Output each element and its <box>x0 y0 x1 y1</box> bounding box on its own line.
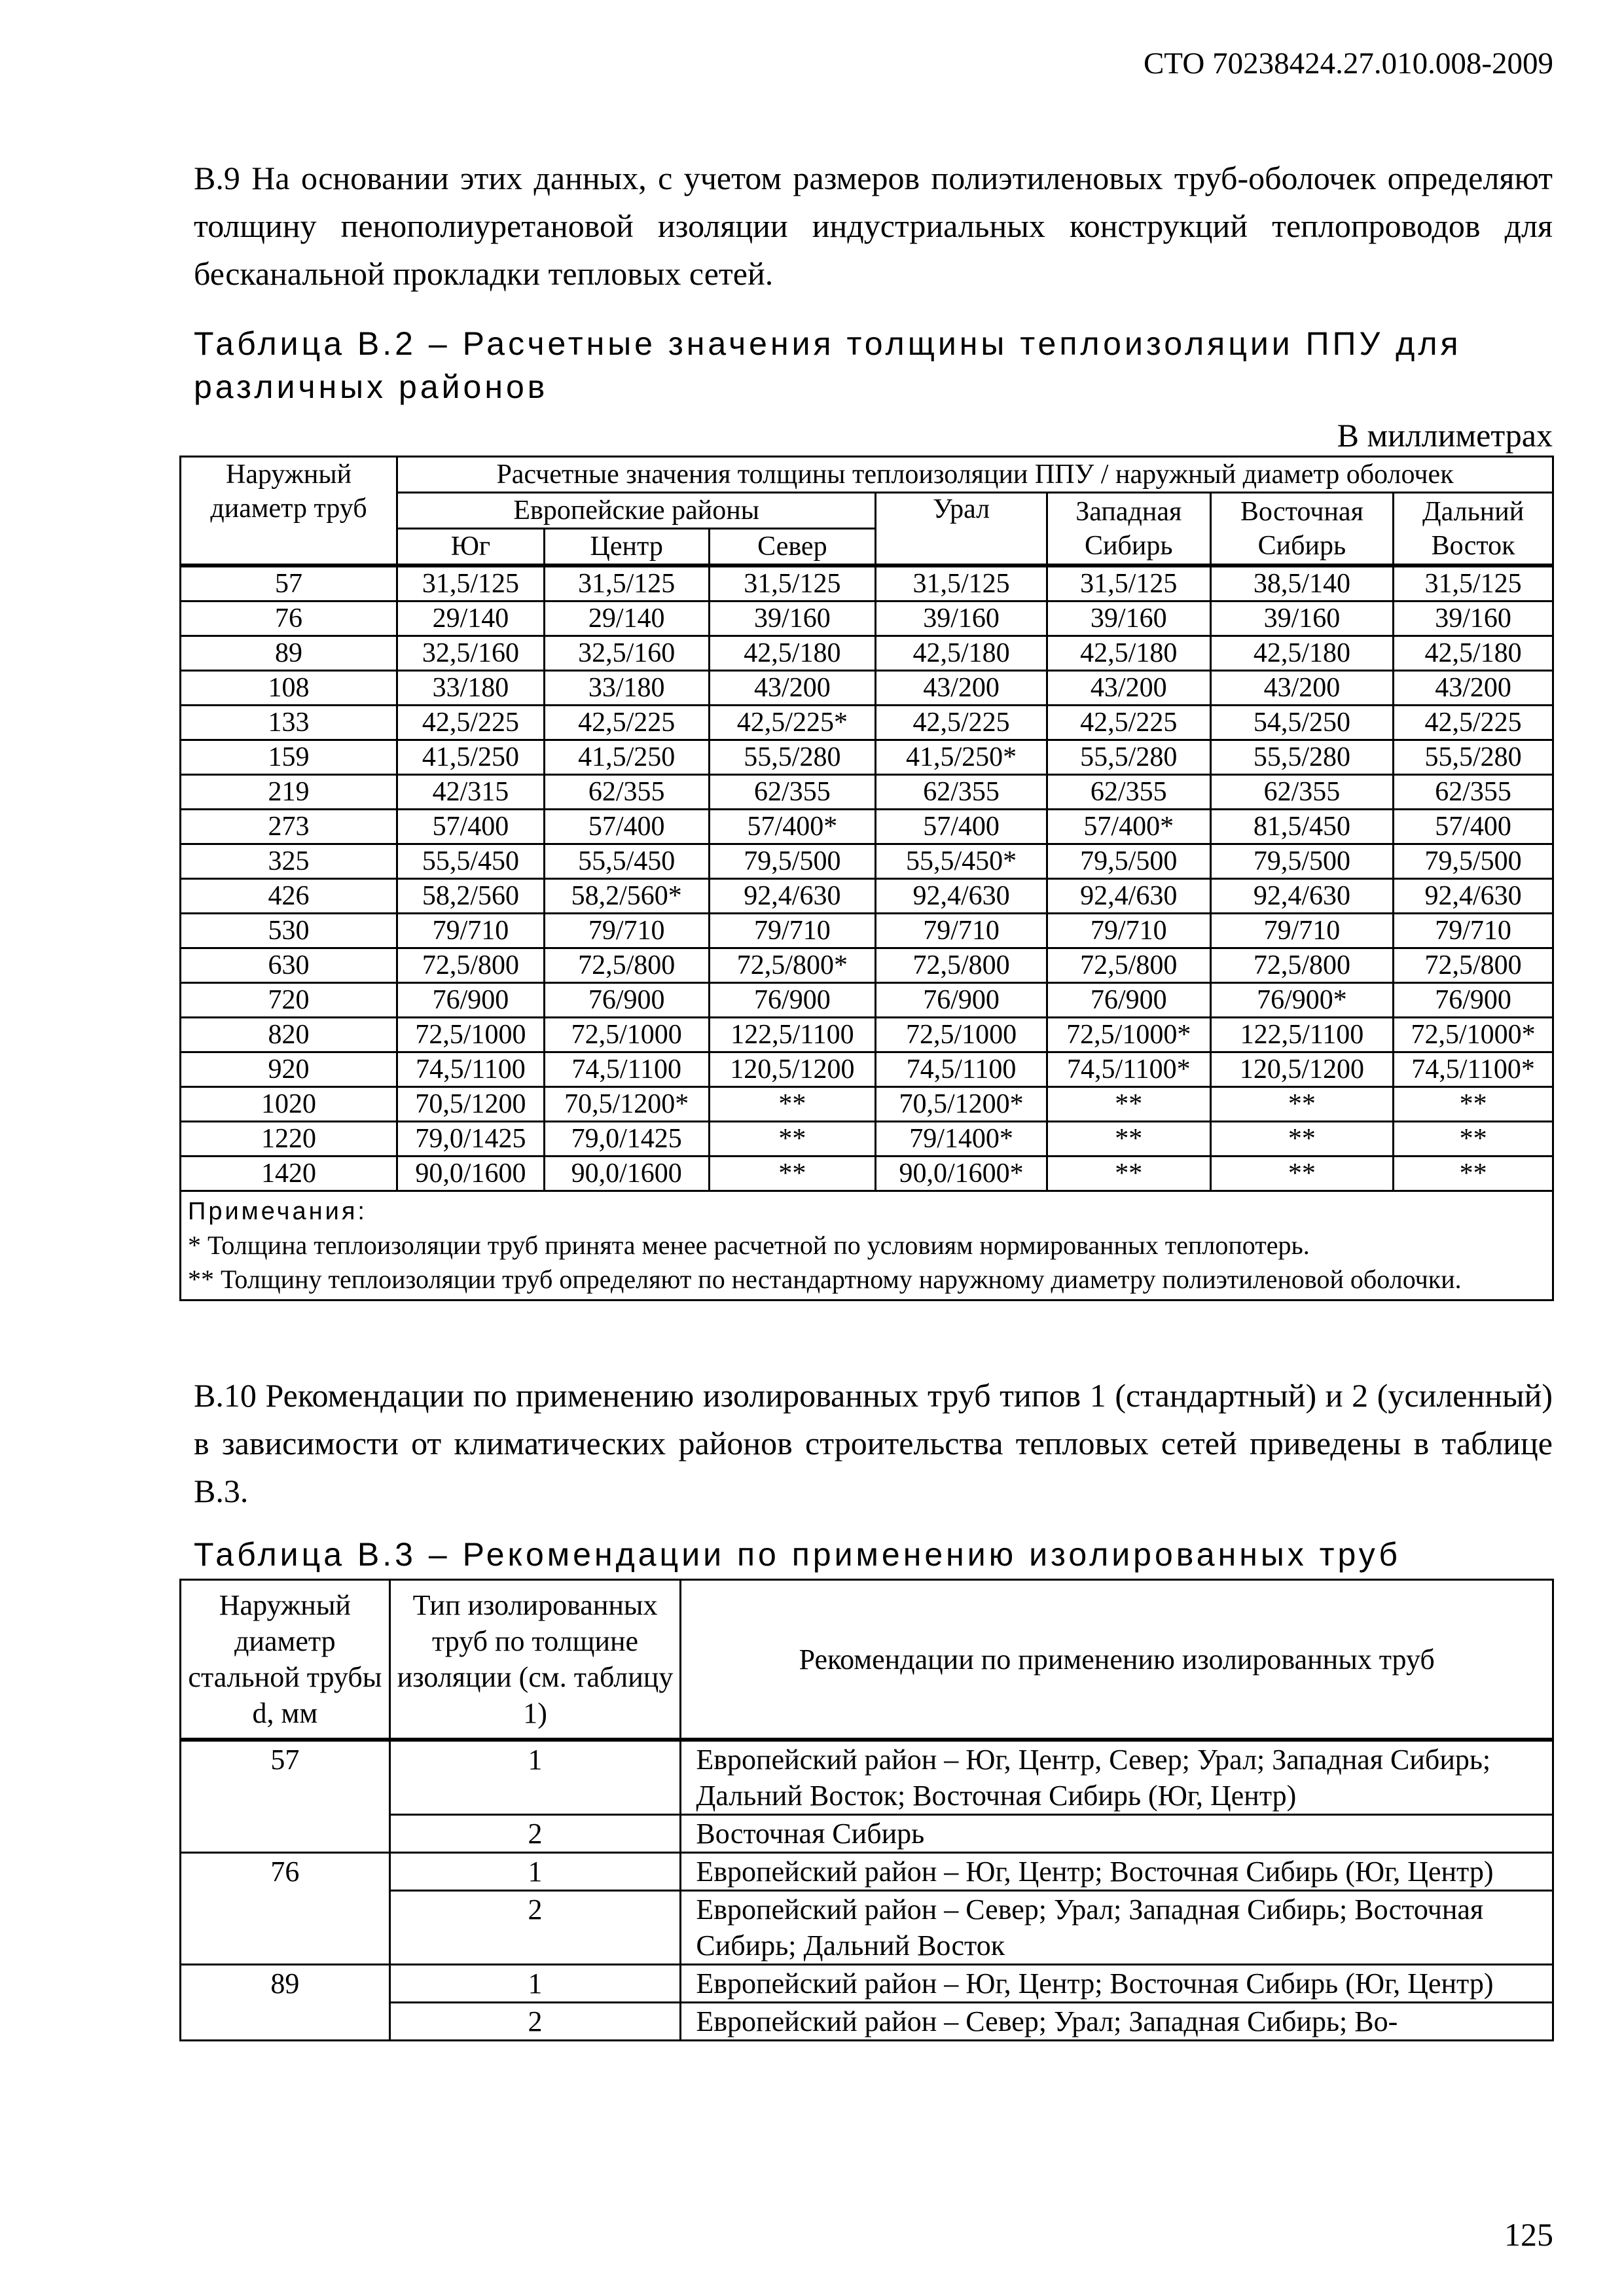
cell-value: 54,5/250 <box>1210 706 1394 740</box>
cell-value: 43/200 <box>1047 671 1210 706</box>
cell-diameter: 1420 <box>181 1157 397 1191</box>
cell-diameter: 57 <box>181 565 397 601</box>
cell-value: 90,0/1600 <box>544 1157 709 1191</box>
cell-value: 62/355 <box>1047 775 1210 810</box>
cell-value: 55,5/280 <box>1047 740 1210 775</box>
cell-recommendation: Европейский район – Север; Урал; Западная Сибирь; Восточная Сибирь; Дальний Восток <box>681 1891 1553 1965</box>
cell-diameter: 630 <box>181 948 397 983</box>
page-number: 125 <box>1504 2216 1553 2253</box>
cell-diameter: 57 <box>181 1740 390 1853</box>
cell-value: 42,5/180 <box>1210 636 1394 671</box>
col-header-recommendations: Рекомендации по применению изолированных труб <box>681 1580 1553 1740</box>
cell-value: 79,5/500 <box>709 844 876 879</box>
cell-value: 92,4/630 <box>1047 879 1210 914</box>
paragraph-b10: В.10 Рекомендации по применению изолированных труб типов 1 (стандартный) и 2 (усиленный) в зависимости от климатических районов строительства тепловых сетей приведены в таблице В.3. <box>194 1377 1553 1509</box>
cell-value: 76/900 <box>876 983 1047 1018</box>
cell-value: 92,4/630 <box>709 879 876 914</box>
cell-value: 90,0/1600 <box>397 1157 545 1191</box>
table-row <box>181 740 1553 775</box>
document-code: СТО 70238424.27.010.008-2009 <box>1143 46 1553 81</box>
cell-value: 33/180 <box>397 671 545 706</box>
cell-diameter: 89 <box>181 636 397 671</box>
cell-value: 39/160 <box>876 601 1047 636</box>
col-header-east-siberia: Восточная Сибирь <box>1210 493 1394 566</box>
cell-value: 57/400 <box>1394 810 1553 844</box>
cell-type: 1 <box>389 1853 681 1891</box>
table-row <box>181 775 1553 810</box>
cell-value: 72,5/800* <box>709 948 876 983</box>
cell-value: 58,2/560 <box>397 879 545 914</box>
cell-value: 42,5/180 <box>1047 636 1210 671</box>
cell-value: 31,5/125 <box>876 565 1047 601</box>
cell-value: 72,5/1000* <box>1047 1018 1210 1052</box>
cell-value: 42,5/225* <box>709 706 876 740</box>
cell-value: 79,0/1425 <box>544 1122 709 1157</box>
cell-value: 122,5/1100 <box>1210 1018 1394 1052</box>
cell-value: 70,5/1200* <box>876 1087 1047 1122</box>
cell-recommendation: Европейский район – Юг, Центр, Север; Урал; Западная Сибирь; Дальний Восток; Восточная Сибирь (Юг, Центр) <box>681 1740 1553 1815</box>
cell-value: 72,5/1000 <box>397 1018 545 1052</box>
cell-value: 31,5/125 <box>1047 565 1210 601</box>
cell-diameter: 920 <box>181 1052 397 1087</box>
cell-value: 31,5/125 <box>709 565 876 601</box>
cell-value: 31,5/125 <box>1394 565 1553 601</box>
cell-value: 72,5/1000 <box>544 1018 709 1052</box>
cell-value: 43/200 <box>709 671 876 706</box>
cell-value: 72,5/800 <box>397 948 545 983</box>
col-header-european: Европейские районы <box>397 493 876 529</box>
table-b3 <box>179 1579 1554 2041</box>
col-header-outer-diameter: Наружный диаметр труб <box>181 457 397 566</box>
cell-value: 29/140 <box>397 601 545 636</box>
cell-value: ** <box>709 1087 876 1122</box>
cell-value: ** <box>1210 1157 1394 1191</box>
col-header-far-east: Дальний Восток <box>1394 493 1553 566</box>
cell-value: 92,4/630 <box>1210 879 1394 914</box>
cell-value: 70,5/1200 <box>397 1087 545 1122</box>
table-row <box>181 983 1553 1018</box>
cell-value: 42,5/225 <box>544 706 709 740</box>
cell-diameter: 1220 <box>181 1122 397 1157</box>
cell-value: 33/180 <box>544 671 709 706</box>
cell-diameter: 219 <box>181 775 397 810</box>
cell-value: 39/160 <box>1394 601 1553 636</box>
cell-value: 76/900 <box>709 983 876 1018</box>
cell-value: 42,5/180 <box>1394 636 1553 671</box>
cell-value: ** <box>1394 1157 1553 1191</box>
table-row <box>181 601 1553 636</box>
cell-type: 1 <box>389 1965 681 2003</box>
cell-value: 72,5/800 <box>1210 948 1394 983</box>
cell-value: ** <box>709 1157 876 1191</box>
cell-value: 72,5/1000* <box>1394 1018 1553 1052</box>
col-header-type: Тип изолированных труб по толщине изоляции (см. таблицу 1) <box>389 1580 681 1740</box>
cell-diameter: 820 <box>181 1018 397 1052</box>
cell-value: 42,5/225 <box>397 706 545 740</box>
table-row <box>181 636 1553 671</box>
cell-diameter: 76 <box>181 601 397 636</box>
table-row <box>181 914 1553 948</box>
cell-value: 55,5/450* <box>876 844 1047 879</box>
cell-type: 2 <box>389 1891 681 1965</box>
cell-value: 62/355 <box>1394 775 1553 810</box>
cell-value: 72,5/800 <box>876 948 1047 983</box>
cell-value: 62/355 <box>709 775 876 810</box>
cell-value: 43/200 <box>876 671 1047 706</box>
table-b3-body <box>181 1740 1553 2041</box>
cell-value: 42,5/180 <box>709 636 876 671</box>
cell-value: 122,5/1100 <box>709 1018 876 1052</box>
cell-diameter: 273 <box>181 810 397 844</box>
cell-value: 31,5/125 <box>397 565 545 601</box>
table-row <box>181 1122 1553 1157</box>
table-row <box>181 706 1553 740</box>
cell-value: 72,5/800 <box>1394 948 1553 983</box>
cell-value: 58,2/560* <box>544 879 709 914</box>
cell-diameter: 1020 <box>181 1087 397 1122</box>
cell-value: 79/710 <box>709 914 876 948</box>
col-header-center: Центр <box>544 529 709 566</box>
cell-value: 55,5/280 <box>1210 740 1394 775</box>
table-row <box>181 879 1553 914</box>
cell-value: 55,5/280 <box>709 740 876 775</box>
cell-value: 55,5/450 <box>544 844 709 879</box>
cell-diameter: 89 <box>181 1965 390 2041</box>
cell-value: 42/315 <box>397 775 545 810</box>
note-2: ** Толщину теплоизоляции труб определяют по нестандартному наружному диаметру полиэтиленовой оболочки. <box>188 1265 1462 1294</box>
cell-value: 81,5/450 <box>1210 810 1394 844</box>
table-row <box>181 844 1553 879</box>
note-1: * Толщина теплоизоляции труб принята менее расчетной по условиям нормированных теплопотерь. <box>188 1230 1310 1260</box>
cell-recommendation: Европейский район – Север; Урал; Западная Сибирь; Во- <box>681 2003 1553 2041</box>
cell-value: ** <box>709 1122 876 1157</box>
cell-value: ** <box>1394 1122 1553 1157</box>
cell-value: ** <box>1047 1087 1210 1122</box>
cell-value: 79/710 <box>1047 914 1210 948</box>
paragraph-b9: В.9 На основании этих данных, с учетом размеров полиэтиленовых труб-оболочек определяют толщину пенополиуретановой изоляции индустриальных конструкций теплопроводов для бесканальной прокладки тепловых сетей. <box>194 160 1553 292</box>
cell-value: 29/140 <box>544 601 709 636</box>
cell-value: 57/400* <box>709 810 876 844</box>
cell-value: 79,5/500 <box>1394 844 1553 879</box>
col-header-diameter: Наружный диаметр стальной трубы d, мм <box>181 1580 390 1740</box>
cell-value: 31,5/125 <box>544 565 709 601</box>
cell-value: 79/710 <box>544 914 709 948</box>
table-row <box>181 565 1553 601</box>
table-row <box>181 1965 1553 2003</box>
cell-diameter: 76 <box>181 1853 390 1965</box>
cell-value: 79/710 <box>1394 914 1553 948</box>
table-row <box>181 948 1553 983</box>
cell-value: 76/900* <box>1210 983 1394 1018</box>
table-b3-caption: Таблица В.3 – Рекомендации по применению изолированных труб <box>194 1536 1401 1573</box>
cell-value: 32,5/160 <box>544 636 709 671</box>
table-row <box>181 1052 1553 1087</box>
cell-value: 62/355 <box>876 775 1047 810</box>
cell-diameter: 325 <box>181 844 397 879</box>
table-row <box>181 671 1553 706</box>
cell-value: 79,0/1425 <box>397 1122 545 1157</box>
cell-value: 32,5/160 <box>397 636 545 671</box>
col-header-south: Юг <box>397 529 545 566</box>
cell-value: 79,5/500 <box>1210 844 1394 879</box>
cell-value: 72,5/800 <box>544 948 709 983</box>
cell-value: 41,5/250* <box>876 740 1047 775</box>
table-row <box>181 1740 1553 1815</box>
cell-diameter: 133 <box>181 706 397 740</box>
cell-value: 92,4/630 <box>876 879 1047 914</box>
cell-value: ** <box>1047 1122 1210 1157</box>
col-header-group: Расчетные значения толщины теплоизоляции ППУ / наружный диаметр оболочек <box>397 457 1553 493</box>
cell-recommendation: Европейский район – Юг, Центр; Восточная Сибирь (Юг, Центр) <box>681 1853 1553 1891</box>
notes-title: Примечания: <box>188 1198 367 1225</box>
table-b2-notes <box>181 1191 1553 1300</box>
cell-value: 38,5/140 <box>1210 565 1394 601</box>
table-row <box>181 1853 1553 1891</box>
cell-value: 74,5/1100 <box>397 1052 545 1087</box>
table-b2-body <box>181 565 1553 1191</box>
cell-type: 1 <box>389 1740 681 1815</box>
cell-value: 70,5/1200* <box>544 1087 709 1122</box>
cell-value: 74,5/1100 <box>544 1052 709 1087</box>
table-row <box>181 810 1553 844</box>
cell-diameter: 426 <box>181 879 397 914</box>
cell-value: 57/400 <box>544 810 709 844</box>
cell-value: 74,5/1100 <box>876 1052 1047 1087</box>
table-row <box>181 1018 1553 1052</box>
cell-value: 74,5/1100* <box>1047 1052 1210 1087</box>
cell-value: 79/710 <box>1210 914 1394 948</box>
cell-value: 42,5/180 <box>876 636 1047 671</box>
cell-value: 41,5/250 <box>544 740 709 775</box>
cell-value: 74,5/1100* <box>1394 1052 1553 1087</box>
cell-value: ** <box>1047 1157 1210 1191</box>
col-header-ural: Урал <box>876 493 1047 566</box>
cell-value: ** <box>1210 1087 1394 1122</box>
table-b2-caption: Таблица В.2 – Расчетные значения толщины теплоизоляции ППУ для различных районов <box>194 325 1462 405</box>
cell-value: 76/900 <box>1394 983 1553 1018</box>
cell-value: 120,5/1200 <box>1210 1052 1394 1087</box>
cell-value: 39/160 <box>1210 601 1394 636</box>
cell-recommendation: Европейский район – Юг, Центр; Восточная Сибирь (Юг, Центр) <box>681 1965 1553 2003</box>
cell-value: 57/400 <box>397 810 545 844</box>
table-row <box>181 1157 1553 1191</box>
cell-value: 39/160 <box>1047 601 1210 636</box>
cell-value: 76/900 <box>544 983 709 1018</box>
col-header-north: Север <box>709 529 876 566</box>
cell-diameter: 159 <box>181 740 397 775</box>
cell-value: 90,0/1600* <box>876 1157 1047 1191</box>
cell-diameter: 530 <box>181 914 397 948</box>
cell-value: 76/900 <box>1047 983 1210 1018</box>
cell-value: 72,5/800 <box>1047 948 1210 983</box>
cell-value: 79/710 <box>876 914 1047 948</box>
cell-value: 41,5/250 <box>397 740 545 775</box>
cell-value: 39/160 <box>709 601 876 636</box>
cell-recommendation: Восточная Сибирь <box>681 1815 1553 1853</box>
col-header-west-siberia: Западная Сибирь <box>1047 493 1210 566</box>
cell-value: 92,4/630 <box>1394 879 1553 914</box>
cell-value: 42,5/225 <box>1047 706 1210 740</box>
cell-value: 76/900 <box>397 983 545 1018</box>
table-b2 <box>179 456 1554 1301</box>
cell-value: ** <box>1394 1087 1553 1122</box>
cell-diameter: 108 <box>181 671 397 706</box>
cell-value: 43/200 <box>1210 671 1394 706</box>
cell-value: 79/1400* <box>876 1122 1047 1157</box>
cell-value: 42,5/225 <box>1394 706 1553 740</box>
cell-value: 79/710 <box>397 914 545 948</box>
cell-value: 62/355 <box>1210 775 1394 810</box>
cell-value: 120,5/1200 <box>709 1052 876 1087</box>
cell-value: 57/400 <box>876 810 1047 844</box>
table-b2-unit: В миллиметрах <box>1337 417 1553 454</box>
cell-value: 57/400* <box>1047 810 1210 844</box>
table-row <box>181 1087 1553 1122</box>
cell-type: 2 <box>389 1815 681 1853</box>
cell-value: 79,5/500 <box>1047 844 1210 879</box>
cell-value: 55,5/280 <box>1394 740 1553 775</box>
cell-value: 62/355 <box>544 775 709 810</box>
cell-value: ** <box>1210 1122 1394 1157</box>
cell-value: 72,5/1000 <box>876 1018 1047 1052</box>
cell-value: 55,5/450 <box>397 844 545 879</box>
cell-value: 43/200 <box>1394 671 1553 706</box>
cell-type: 2 <box>389 2003 681 2041</box>
cell-diameter: 720 <box>181 983 397 1018</box>
cell-value: 42,5/225 <box>876 706 1047 740</box>
